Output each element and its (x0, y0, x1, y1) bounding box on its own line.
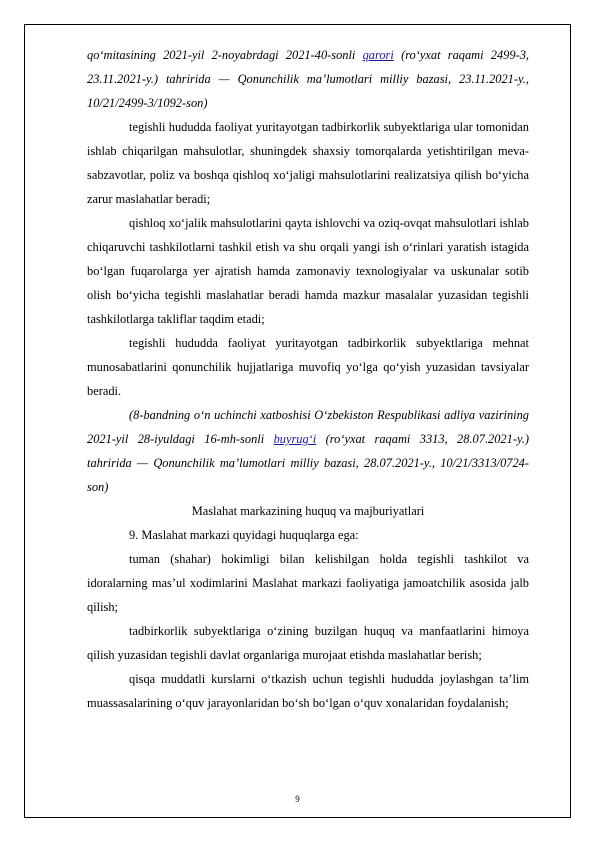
paragraph: tegishli hududda faoliyat yuritayotgan tadbirkorlik subyektlariga ular tomonidan ishlab chiqarilgan mahsulotlar, shuningdek shaxsiy tomorqalarda yetishtirilgan meva-sabzavotlar, poliz va boshqa qishloq xo‘jaligi mahsulotlarini realizatsiya qilish bo‘yicha zarur maslahatlar beradi; (87, 120, 529, 206)
note-text: (ro‘yxat raqami 3313, 28.07.2021-y.) tahririda — Qonunchilik ma’lumotlari milliy bazasi, 28.07.2021-y., 10/21/3313/0724-son) (87, 432, 529, 494)
document-body (87, 43, 529, 715)
section-heading: Maslahat markazining huquq va majburiyatlari (191, 504, 425, 518)
amendment-note (87, 43, 529, 115)
paragraph: qisqa muddatli kurslarni o‘tkazish uchun tegishli hududda joylashgan ta’lim muassasalarining o‘quv jarayonlaridan bo‘sh bo‘lgan o‘quv xonalaridan foydalanish; (87, 672, 529, 710)
paragraph: tegishli hududda faoliyat yuritayotgan tadbirkorlik subyektlariga mehnat munosabatlarini qonunchilik hujjatlariga muvofiq yo‘lga qo‘yish yuzasidan tavsiyalar beradi. (87, 336, 529, 398)
paragraph: 9. Maslahat markazi quyidagi huquqlarga ega: (129, 528, 359, 542)
page-number: 9 (295, 794, 300, 804)
order-link[interactable]: buyrug‘i (273, 432, 317, 446)
paragraph: tuman (shahar) hokimligi bilan kelishilgan holda tegishli tashkilot va idoralarning mas’ul xodimlarini Maslahat markazi faoliyatiga jamoatchilik asosida jalb qilish; (87, 552, 529, 614)
paragraph: tadbirkorlik subyektlariga o‘zining buzilgan huquq va manfaatlarini himoya qilish yuzasidan tegishli davlat organlariga murojaat etishda maslahatlar berish; (87, 624, 529, 662)
amendment-note (87, 403, 529, 499)
decision-link[interactable]: qarori (362, 48, 394, 62)
paragraph: qishloq xo‘jalik mahsulotlarini qayta ishlovchi va oziq-ovqat mahsulotlari ishlab chiqaruvchi tashkilotlarni tashkil etish va shu orqali yangi ish o‘rinlari yaratish istagida bo‘lgan fuqarolarga yer ajratish hamda zamonaviy texnologiyalar va uskunalar sotib olish bo‘yicha tegishli maslahatlar beradi hamda mazkur masalalar yuzasidan tegishli tashkilotlarga takliflar taqdim etadi; (87, 216, 529, 326)
note-text: (8-bandning o‘n uchinchi xatboshisi O‘zbekiston Respublikasi adliya vazirining 2021-yil 28-iyuldagi 16-mh-sonli (87, 408, 529, 446)
note-text: (ro‘yxat raqami 2499-3, 23.11.2021-y.) tahririda — Qonunchilik ma’lumotlari milliy bazasi, 23.11.2021-y., 10/21/2499-3/1092-son) (87, 48, 529, 110)
note-text: qo‘mitasining 2021-yil 2-noyabrdagi 2021-40-sonli (87, 48, 363, 62)
